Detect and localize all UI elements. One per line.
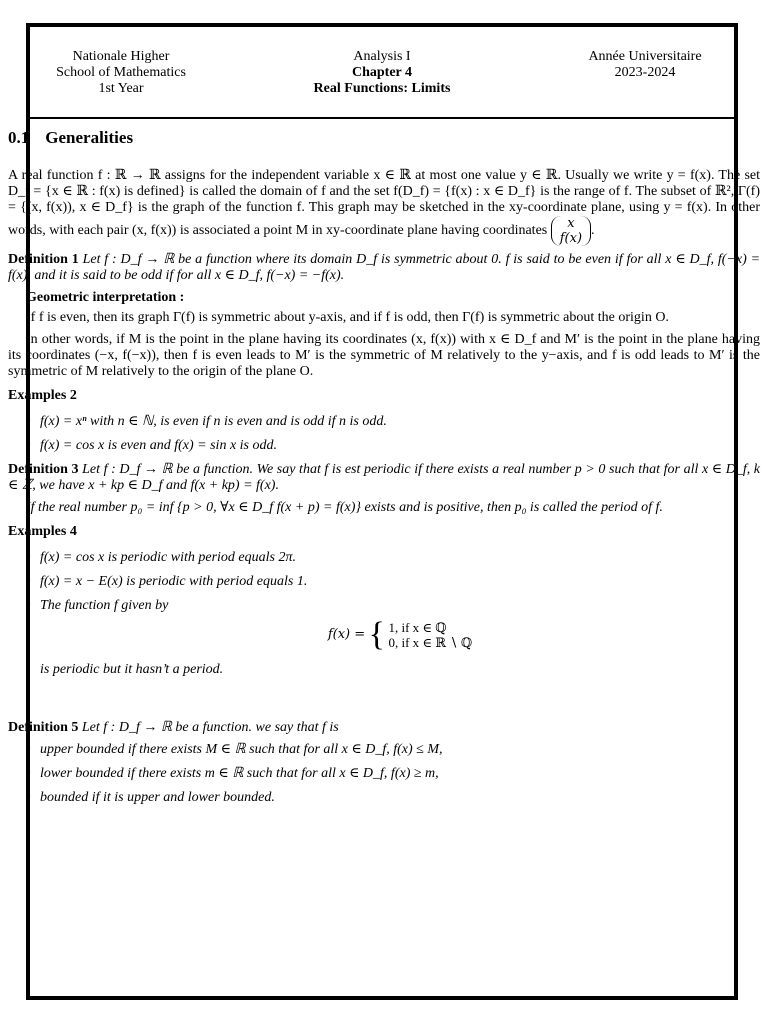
- examples-2-list: [8, 414, 760, 454]
- list-item: [40, 598, 760, 678]
- list-item: • bounded if it is upper and lower bounded.: [40, 790, 760, 806]
- header-academic-year-label: Année Universitaire: [588, 49, 702, 64]
- piecewise-cases: [388, 620, 472, 650]
- definition-1: [8, 252, 760, 284]
- definition-3: [8, 462, 760, 494]
- examples-2-title: Examples 2: [8, 388, 77, 403]
- geometric-paragraph-2: In other words, if M is the point in the plane having its coordinates (x, f(x)) with x ∈ D_f and M′ is the point in the plane having its coordinates (−x, f(−x)), then f is even leads to M′ is the symmetric of M relatively to the y−axis, and f is odd leads to M′ is the symmetric of M relatively to the origin of the plane O.: [8, 332, 760, 379]
- piecewise-conclusion: is periodic but it hasn’t a period.: [40, 662, 224, 677]
- vector-fx: f(x): [559, 231, 583, 246]
- header-course: Analysis I: [353, 49, 411, 64]
- intro-text: A real function f : ℝ → ℝ assigns for the independent variable x ∈ ℝ at most one value y ∈ ℝ. Usually we write y = f(x). The set D_f = {x ∈ ℝ : f(x) is defined} is called the domain of f and the set f(D_f) = {f(x) : x ∈ D_f} is the range of f. The subset of ℝ², Γ(f) = {(x, f(x)), x ∈ D_f} is the graph of the function f. This graph may be sketched in the xy-coordinate plane, using y = f(x). In other words, with each pair (x, f(x)) is associated a point M in xy-coordinate plane having coordinates: [8, 168, 760, 239]
- definition-3-period: If the real number p₀ = inf {p > 0, ∀x ∈ D_f f(x + p) = f(x)} exists and is positive, then p₀ is called the period of f.: [26, 500, 663, 515]
- geometric-interpretation-title: Geometric interpretation :: [26, 290, 185, 305]
- list-item: • f(x) = cos x is even and f(x) = sin x is odd.: [40, 438, 760, 454]
- list-item: • f(x) = cos x is periodic with period equals 2π.: [40, 550, 760, 566]
- list-item: • f(x) = xⁿ with n ∈ ℕ, is even if n is even and is odd if n is odd.: [40, 414, 760, 430]
- header-chapter: Chapter 4: [351, 65, 413, 80]
- definition-1-label: Definition 1: [8, 252, 79, 267]
- piecewise-brace: {: [368, 616, 385, 653]
- page-header: [30, 27, 734, 119]
- header-right: [560, 49, 730, 81]
- header-academic-year: 2023-2024: [614, 65, 676, 80]
- list-item-text: The function f given by: [40, 598, 169, 613]
- list-item: • f(x) = x − E(x) is periodic with period equals 1.: [40, 574, 760, 590]
- intro-paragraph: A real function f : ℝ → ℝ assigns for the independent variable x ∈ ℝ at most one value y ∈ ℝ. Usually we write y = f(x). The set D_f = {x ∈ ℝ : f(x) is defined} is called the domain of f and the set f(D_f) = {f(x) : x ∈ D_f} is the range of f. The subset of ℝ², Γ(f) = {(x, f(x)), x ∈ D_f} is the graph of the function f. This graph may be sketched in the xy-coordinate plane, using y = f(x). In other words, with each pair (x, f(x)) is associated a point M in xy-coordinate plane having coordinates x f(x).: [8, 168, 760, 246]
- section-heading: [8, 130, 760, 146]
- definition-3-text: Let f : D_f → ℝ be a function. We say that f is est periodic if there exists a real number p > 0 such that for all x ∈ D_f, k ∈ ℤ, we have x + kp ∈ D_f and f(x + kp) = f(x).: [8, 462, 761, 493]
- section-number: 0.1: [8, 128, 30, 147]
- piecewise-lhs: f(x) =: [327, 627, 366, 643]
- coordinate-vector: [551, 216, 591, 246]
- page-content: [8, 130, 760, 814]
- definition-5-text: Let f : D_f → ℝ be a function. we say that f is: [81, 720, 339, 735]
- definition-5-list: [8, 742, 760, 806]
- piecewise-function: [40, 618, 760, 652]
- piecewise-case-1: 1, if x ∈ ℚ: [388, 620, 447, 635]
- definition-5-label: Definition 5: [8, 720, 79, 735]
- section-title: Generalities: [45, 128, 134, 147]
- list-item: • upper bounded if there exists M ∈ ℝ such that for all x ∈ D_f, f(x) ≤ M,: [40, 742, 760, 758]
- header-left: [42, 49, 200, 97]
- geometric-paragraph-1: If f is even, then its graph Γ(f) is symmetric about y-axis, and if f is odd, then Γ(f) is symmetric about the origin O.: [26, 310, 669, 325]
- header-chapter-title: Real Functions: Limits: [313, 81, 451, 96]
- examples-4-list: [8, 550, 760, 678]
- header-year: 1st Year: [98, 81, 144, 96]
- examples-4-title: Examples 4: [8, 524, 77, 539]
- header-center: [262, 49, 502, 97]
- header-institution-2: School of Mathematics: [56, 65, 186, 80]
- piecewise-case-2: 0, if x ∈ ℝ ∖ ℚ: [388, 635, 473, 650]
- list-item: • lower bounded if there exists m ∈ ℝ such that for all x ∈ D_f, f(x) ≥ m,: [40, 766, 760, 782]
- header-institution-1: Nationale Higher: [72, 49, 170, 64]
- definition-5: [8, 720, 760, 736]
- definition-3-label: Definition 3: [8, 462, 79, 477]
- definition-1-text: Let f : D_f → ℝ be a function where its domain D_f is symmetric about 0. f is said to be even if for all x ∈ D_f, f(−x) = f(x), and it is said to be odd if for all x ∈ D_f, f(−x) = −f(x).: [8, 252, 761, 283]
- vector-x: x: [567, 216, 575, 231]
- spacer: [8, 686, 760, 720]
